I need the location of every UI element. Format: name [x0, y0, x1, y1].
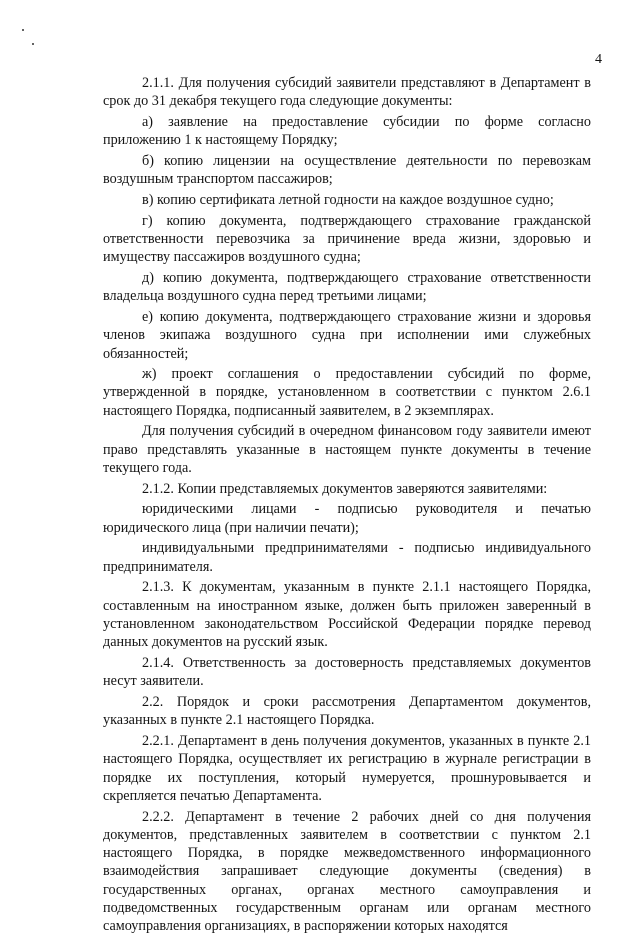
list-item-g: г) копию документа, подтверждающего страхование гражданской ответственности перевозчика за причинение вреда жизни, здоровью и имуществу пассажиров воздушного судна; [103, 212, 591, 266]
paragraph-next-year: Для получения субсидий в очередном финансовом году заявители имеют право представлять указанные в настоящем пункте документы в течение текущего года. [103, 423, 591, 477]
list-item-b: б) копию лицензии на осуществление деятельности по перевозкам воздушным транспортом пассажиров; [103, 152, 591, 188]
scan-speck [22, 29, 24, 31]
page-number: 4 [595, 52, 602, 67]
document-body [103, 74, 591, 938]
scan-speck [32, 43, 34, 45]
paragraph-2-1-1: 2.1.1. Для получения субсидий заявители представляют в Департамент в срок до 31 декабря текущего года следующие документы: [103, 75, 591, 110]
paragraph-2-2-2: 2.2.2. Департамент в течение 2 рабочих дней со дня получения документов, представленных заявителем в соответствии с пунктом 2.1 настоящего Порядка, в порядке межведомственного информационного взаимодействия запрашивает следующие документы (сведения) в государственных органах, органах местного самоуправления и подведомственных государственным органам или органам местного самоуправления организациях, в распоряжении которых находятся [103, 808, 591, 935]
list-item-zh: ж) проект соглашения о предоставлении субсидий по форме, утвержденной в порядке, установленном в соответствии с пунктом 2.6.1 настоящего Порядка, подписанный заявителем, в 2 экземплярах. [103, 366, 591, 419]
paragraph-2-1-3: 2.1.3. К документам, указанным в пункте 2.1.1 настоящего Порядка, составленным на иностранном языке, должен быть приложен заверенный в установленном законодательством Российской Федерации порядке перевод данных документов на русский язык. [103, 579, 591, 651]
list-item-e: е) копию документа, подтверждающего страхование жизни и здоровья членов экипажа воздушного судна при исполнении ими служебных обязанностей; [103, 308, 591, 362]
list-item-a: а) заявление на предоставление субсидии по форме согласно приложению 1 к настоящему Порядку; [103, 113, 591, 149]
paragraph-2-2-1: 2.2.1. Департамент в день получения документов, указанных в пункте 2.1 настоящего Порядка, осуществляет их регистрацию в журнале регистрации в порядке их поступления, который нумеруется, прошнуровывается и скрепляется печатью Департамента. [103, 732, 591, 804]
list-item-v: в) копию сертификата летной годности на каждое воздушное судно; [142, 191, 554, 208]
paragraph-2-1-2: 2.1.2. Копии представляемых документов заверяются заявителями: [142, 480, 548, 497]
paragraph-entrepreneurs: индивидуальными предпринимателями - подписью индивидуального предпринимателя. [103, 540, 591, 575]
paragraph-2-1-4: 2.1.4. Ответственность за достоверность представляемых документов несут заявители. [103, 654, 591, 690]
list-item-d: д) копию документа, подтверждающего страхование ответственности владельца воздушного судна перед третьими лицами; [103, 269, 591, 305]
paragraph-2-2: 2.2. Порядок и сроки рассмотрения Департаментом документов, указанных в пункте 2.1 настоящего Порядка. [103, 693, 591, 729]
paragraph-legal-entities: юридическими лицами - подписью руководителя и печатью юридического лица (при наличии печати); [103, 501, 591, 536]
